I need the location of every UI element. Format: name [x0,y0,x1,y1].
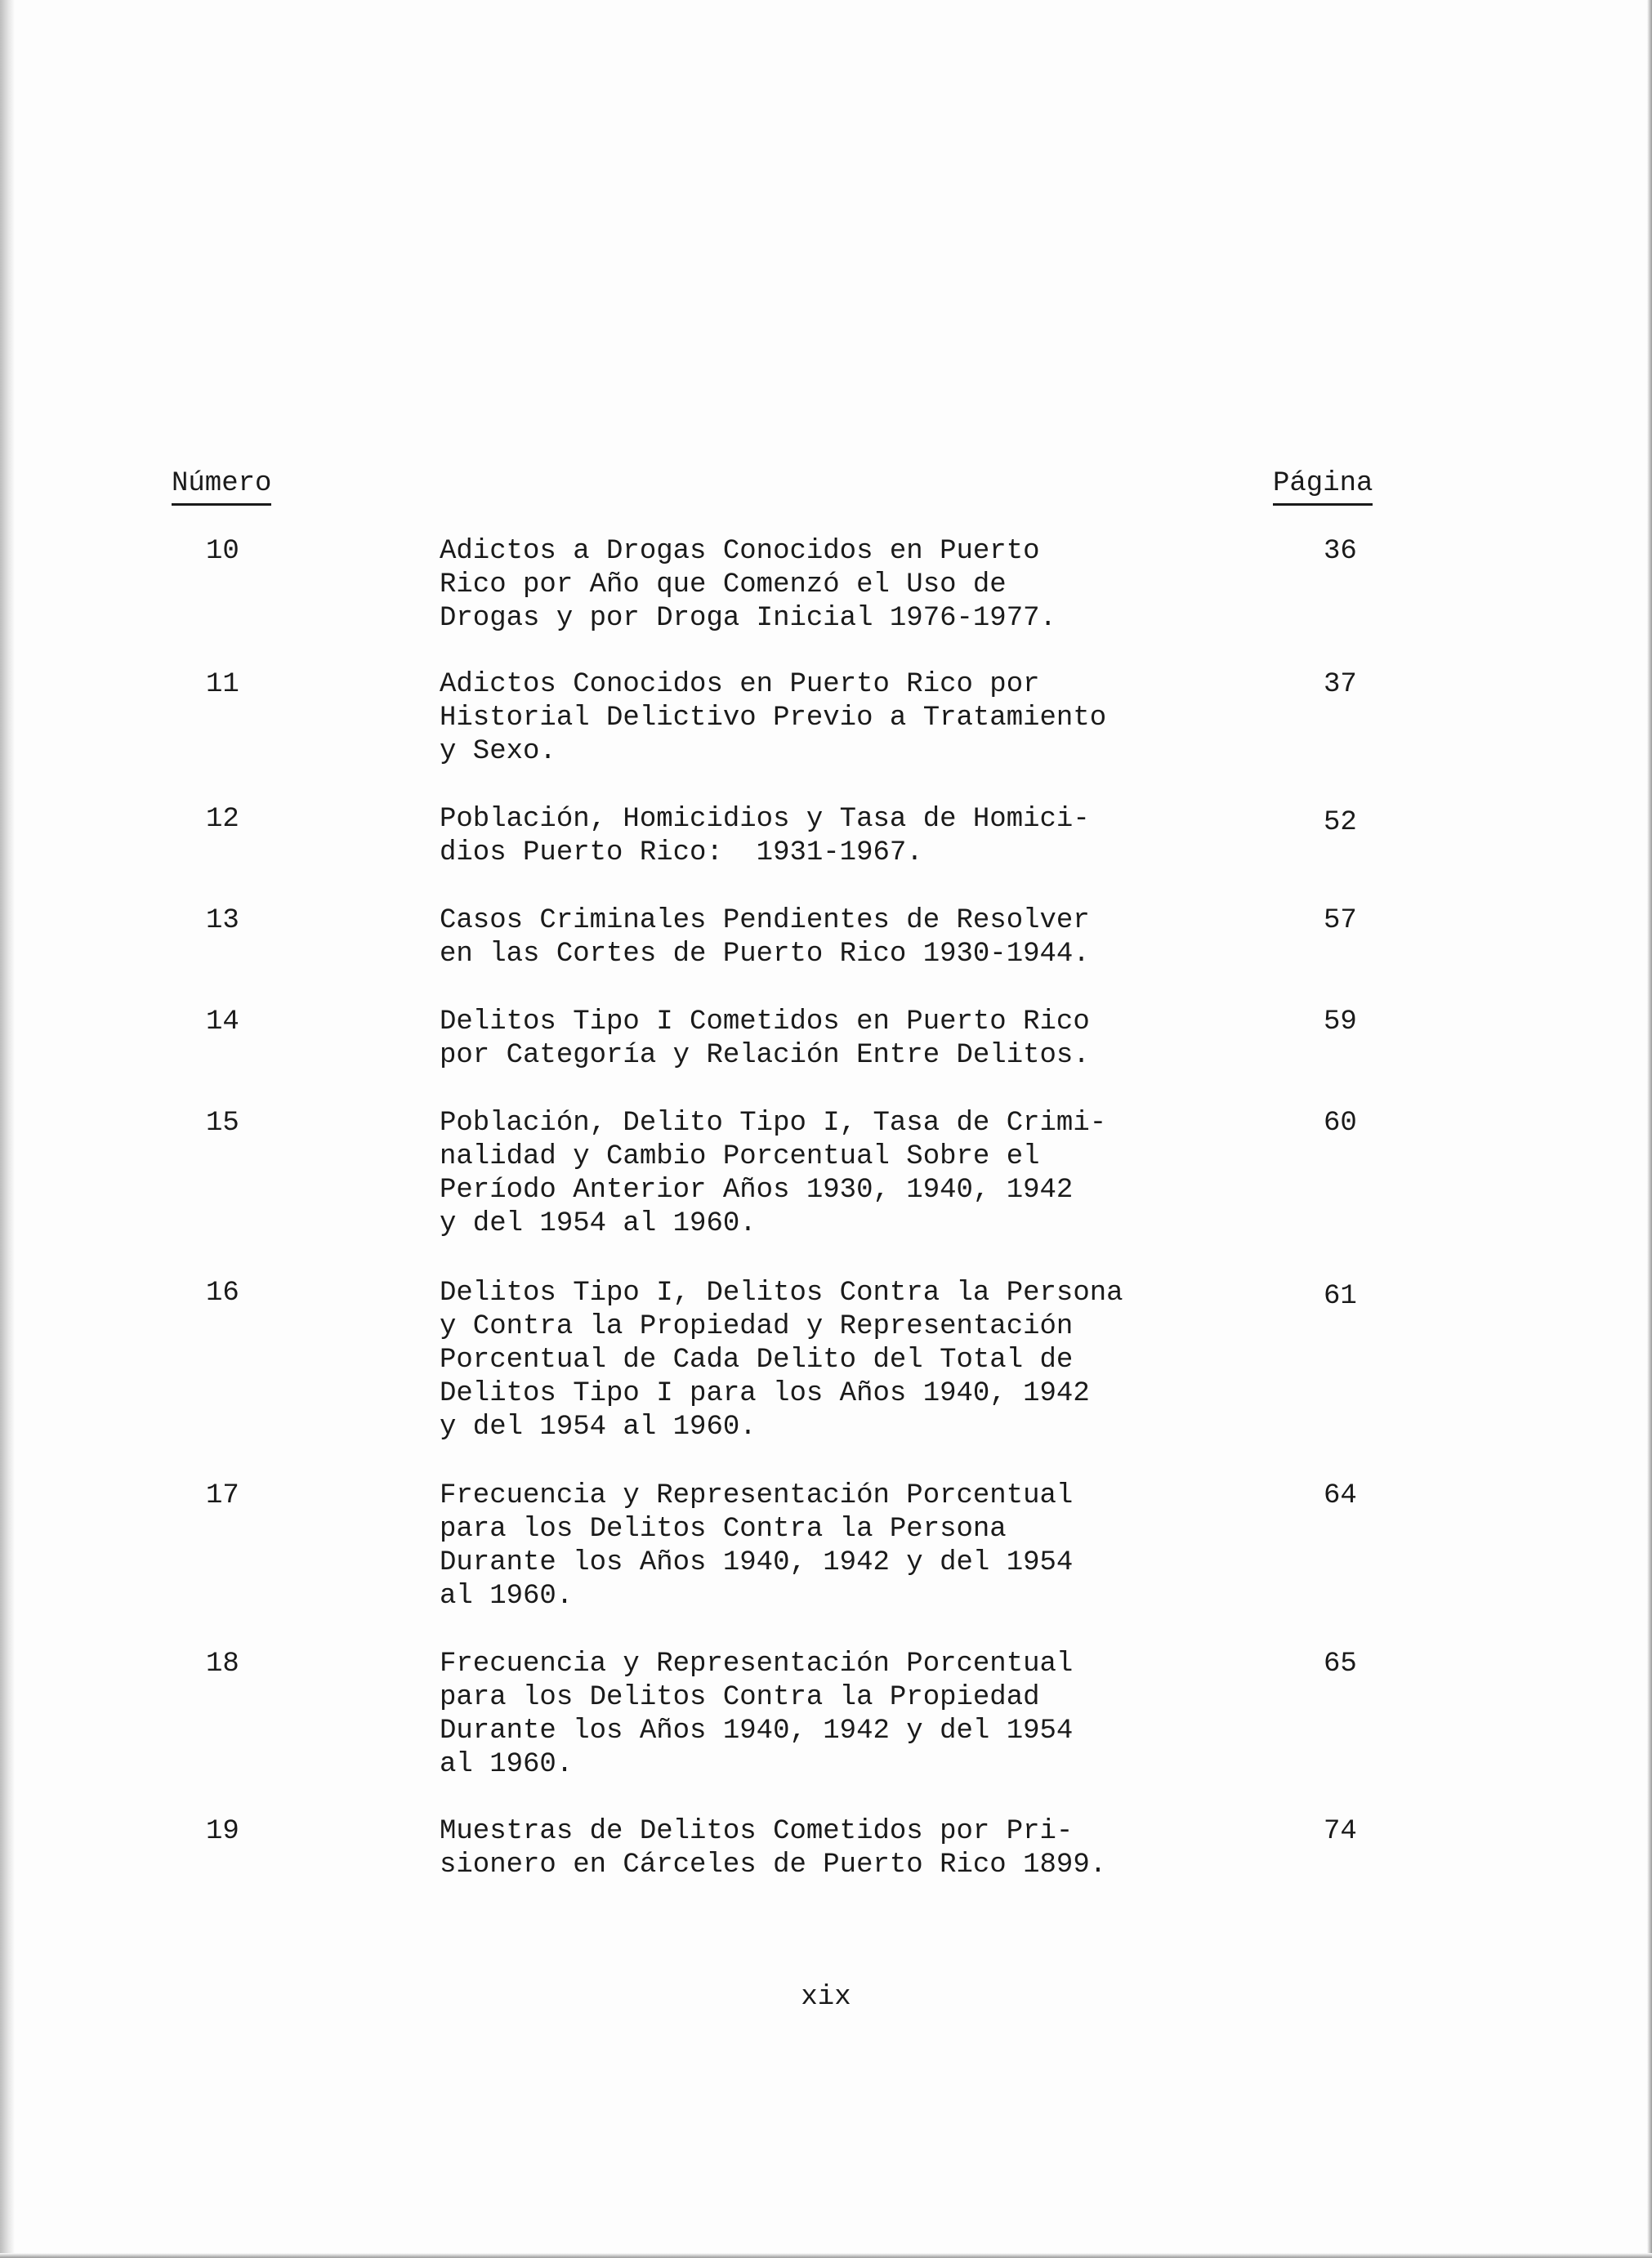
entry-title-line: y del 1954 al 1960. [440,1412,757,1443]
entry-title-line: Frecuencia y Representación Porcentual [440,1649,1074,1680]
entry-title-line: Durante los Años 1940, 1942 y del 1954 [440,1547,1074,1578]
pagina-header-label: Página [1273,466,1373,506]
entry-title-line: sionero en Cárceles de Puerto Rico 1899. [440,1850,1107,1881]
entry-title [440,1648,1175,1782]
entry-number: 12 [206,804,239,835]
entry-title-line: al 1960. [440,1581,574,1612]
entry-page-number: 59 [1324,1006,1357,1038]
entry-title-line: Rico por Año que Comenzó el Uso de [440,569,1007,600]
entry-number: 19 [206,1816,239,1847]
entry-title-line: Frecuencia y Representación Porcentual [440,1480,1074,1511]
entry-title-line: Adictos a Drogas Conocidos en Puerto [440,536,1040,567]
pagina-column-header [1273,466,1373,506]
entry-title-line: Población, Homicidios y Tasa de Homici- [440,804,1090,835]
entry-title [440,1006,1175,1073]
entry-number: 11 [206,669,239,700]
entry-title [440,1107,1175,1241]
entry-page-number: 65 [1324,1649,1357,1680]
entry-number: 15 [206,1108,239,1139]
numero-header-label: Número [172,466,271,506]
entry-title [440,803,1175,870]
entry-title-line: Porcentual de Cada Delito del Total de [440,1345,1074,1376]
page-right-edge-shadow [1647,0,1652,2258]
entry-title [440,904,1175,971]
entry-title-line: Adictos Conocidos en Puerto Rico por [440,669,1040,700]
entry-page-number: 52 [1324,807,1357,838]
entry-number: 14 [206,1006,239,1038]
entry-title-line: Delitos Tipo I Cometidos en Puerto Rico [440,1006,1090,1038]
entry-number: 13 [206,905,239,936]
entry-title-line: Casos Criminales Pendientes de Resolver [440,905,1090,936]
entry-page-number: 64 [1324,1480,1357,1511]
entry-title-line: Drogas y por Droga Inicial 1976-1977. [440,603,1056,634]
entry-title [440,535,1175,636]
page-bottom-edge-shadow [0,2253,1652,2258]
entry-title-line: Durante los Años 1940, 1942 y del 1954 [440,1716,1074,1747]
numero-column-header [172,466,271,506]
entry-title [440,668,1175,769]
entry-title-line: Delitos Tipo I, Delitos Contra la Persona [440,1278,1123,1309]
entry-title [440,1479,1175,1613]
entry-page-number: 74 [1324,1816,1357,1847]
entry-title-line: nalidad y Cambio Porcentual Sobre el [440,1141,1040,1172]
page-left-edge-shadow [0,0,15,2258]
entry-title-line: para los Delitos Contra la Persona [440,1514,1007,1545]
entry-title [440,1277,1175,1444]
entry-page-number: 37 [1324,669,1357,700]
entry-title-line: y del 1954 al 1960. [440,1208,757,1239]
entry-title-line: por Categoría y Relación Entre Delitos. [440,1040,1090,1071]
entry-title-line: Período Anterior Años 1930, 1940, 1942 [440,1175,1074,1206]
page-folio-number: xix [801,1982,851,2013]
entry-page-number: 60 [1324,1108,1357,1139]
entry-title-line: para los Delitos Contra la Propiedad [440,1682,1040,1713]
entry-title [440,1815,1175,1882]
entry-page-number: 36 [1324,536,1357,567]
entry-number: 16 [206,1278,239,1309]
entry-page-number: 57 [1324,905,1357,936]
entry-title-line: Población, Delito Tipo I, Tasa de Crimi- [440,1108,1107,1139]
entry-title-line: en las Cortes de Puerto Rico 1930-1944. [440,939,1090,970]
entry-number: 17 [206,1480,239,1511]
entry-title-line: Historial Delictivo Previo a Tratamiento [440,703,1107,734]
entry-page-number: 61 [1324,1281,1357,1312]
entry-title-line: y Sexo. [440,736,556,767]
entry-title-line: dios Puerto Rico: 1931-1967. [440,837,923,868]
entry-title-line: al 1960. [440,1749,574,1780]
entry-number: 18 [206,1649,239,1680]
entry-title-line: y Contra la Propiedad y Representación [440,1311,1074,1342]
entry-title-line: Muestras de Delitos Cometidos por Pri- [440,1816,1074,1847]
entry-title-line: Delitos Tipo I para los Años 1940, 1942 [440,1378,1090,1409]
entry-number: 10 [206,536,239,567]
